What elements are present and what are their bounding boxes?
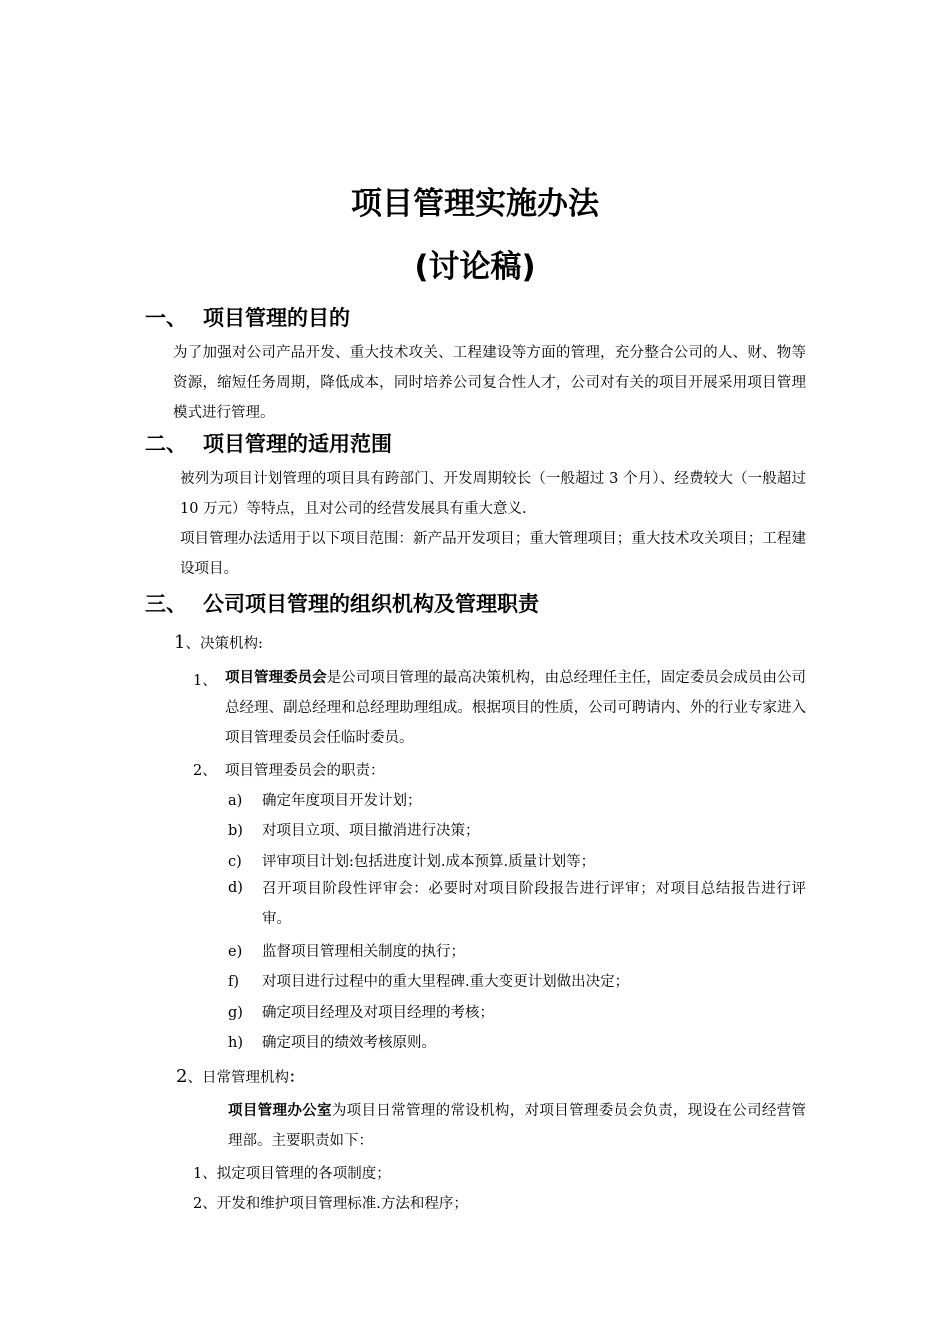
duty-marker: e) (228, 944, 243, 960)
subsection-2-label: 日常管理机构 (201, 1070, 289, 1086)
subsection-1-label: 决策机构: (199, 636, 263, 652)
duty-item (228, 789, 422, 810)
duty-item (228, 819, 480, 840)
duty-item (228, 1001, 494, 1022)
document-title: 项目管理实施办法 (351, 186, 599, 222)
subsection-2-heading (176, 1066, 303, 1087)
list-item-text: 项目管理委员会的职责： (225, 763, 385, 779)
office-name: 项目管理办公室 (228, 1103, 332, 1119)
office-duty-text: 拟定项目管理的各项制度； (216, 1166, 391, 1182)
duty-text: 召开项目阶段性评审会：必要时对项目阶段报告进行评审；对项目总结报告进行评审。 (262, 881, 806, 927)
duty-marker: b) (228, 823, 243, 839)
duty-item (228, 1031, 436, 1052)
duty-marker: a) (228, 793, 243, 809)
subsection-1-number: 1 (174, 632, 186, 653)
section-3-number: 三、 (145, 592, 187, 616)
office-duty-marker: 1、 (193, 1166, 217, 1182)
list-item-marker: 1、 (193, 673, 217, 689)
section-2-paragraph-2: 项目管理办法适用于以下项目范围：新产品开发项目；重大管理项目；重大技术攻关项目；工程建设项目。 (180, 531, 806, 577)
section-1-title: 项目管理的目的 (203, 306, 350, 330)
duty-item (228, 850, 595, 871)
duty-marker: c) (228, 854, 242, 870)
committee-name: 项目管理委员会 (225, 670, 327, 686)
duty-text: 对项目进行过程中的重大里程碑.重大变更计划做出决定； (262, 974, 630, 990)
section-2-paragraph-1: 被列为项目计划管理的项目具有跨部门、开发周期较长（一般超过 3 个月）、经费较大（一般超过 10 万元）等特点，且对公司的经营发展具有重大意义. (180, 471, 806, 517)
section-1-heading (145, 302, 350, 332)
duty-marker: g) (228, 1005, 243, 1021)
subsection-2-separator: 、 (187, 1070, 202, 1086)
section-3-title: 公司项目管理的组织机构及管理职责 (203, 592, 539, 616)
office-duty-item (193, 1192, 468, 1213)
section-2-title: 项目管理的适用范围 (203, 432, 392, 456)
office-paragraph (228, 1096, 806, 1156)
list-item (193, 759, 385, 780)
section-1-paragraph: 为了加强对公司产品开发、重大技术攻关、工程建设等方面的管理，充分整合公司的人、财、物等资源，缩短任务周期，降低成本，同时培养公司复合性人才，公司对有关的项目开展采用项目管理模式进行管理。 (173, 345, 806, 421)
duty-item (228, 970, 629, 991)
committee-description: 是公司项目管理的最高决策机构，由总经理任主任，固定委员会成员由公司总经理、副总经理和总经理助理组成。根据项目的性质，公司可聘请内、外的行业专家进入项目管理委员会任临时委员。 (225, 670, 807, 746)
document-subtitle: (讨论稿) (414, 249, 536, 285)
duty-marker: h) (228, 1035, 243, 1051)
duty-marker: d) (228, 880, 243, 896)
office-duty-marker: 2、 (193, 1196, 217, 1212)
subsection-1-separator: 、 (185, 636, 200, 652)
office-description: 为项目日常管理的常设机构，对项目管理委员会负责，现设在公司经营管理部。主要职责如下： (228, 1103, 807, 1149)
list-item-marker: 2、 (193, 763, 217, 779)
duty-text: 确定项目的绩效考核原则。 (262, 1035, 436, 1051)
committee-paragraph (225, 663, 806, 753)
section-1-number: 一、 (145, 306, 187, 330)
office-duty-text: 开发和维护项目管理标准.方法和程序； (216, 1196, 468, 1212)
duty-text: 对项目立项、项目撤消进行决策； (262, 823, 480, 839)
subsection-2-number: 2 (176, 1066, 188, 1087)
section-2-number: 二、 (145, 432, 187, 456)
duty-text: 监督项目管理相关制度的执行； (262, 944, 465, 960)
duty-text: 确定项目经理及对项目经理的考核； (262, 1005, 494, 1021)
section-2-heading (145, 428, 392, 458)
duty-text: 确定年度项目开发计划； (262, 793, 422, 809)
duty-marker: f) (228, 974, 240, 990)
section-3-heading (145, 588, 539, 618)
subsection-1-heading (174, 632, 263, 653)
duty-text: 评审项目计划:包括进度计划.成本预算.质量计划等； (262, 854, 596, 870)
subsection-2-colon: ： (288, 1069, 304, 1086)
office-duty-item (193, 1162, 391, 1183)
duty-item (228, 940, 465, 961)
